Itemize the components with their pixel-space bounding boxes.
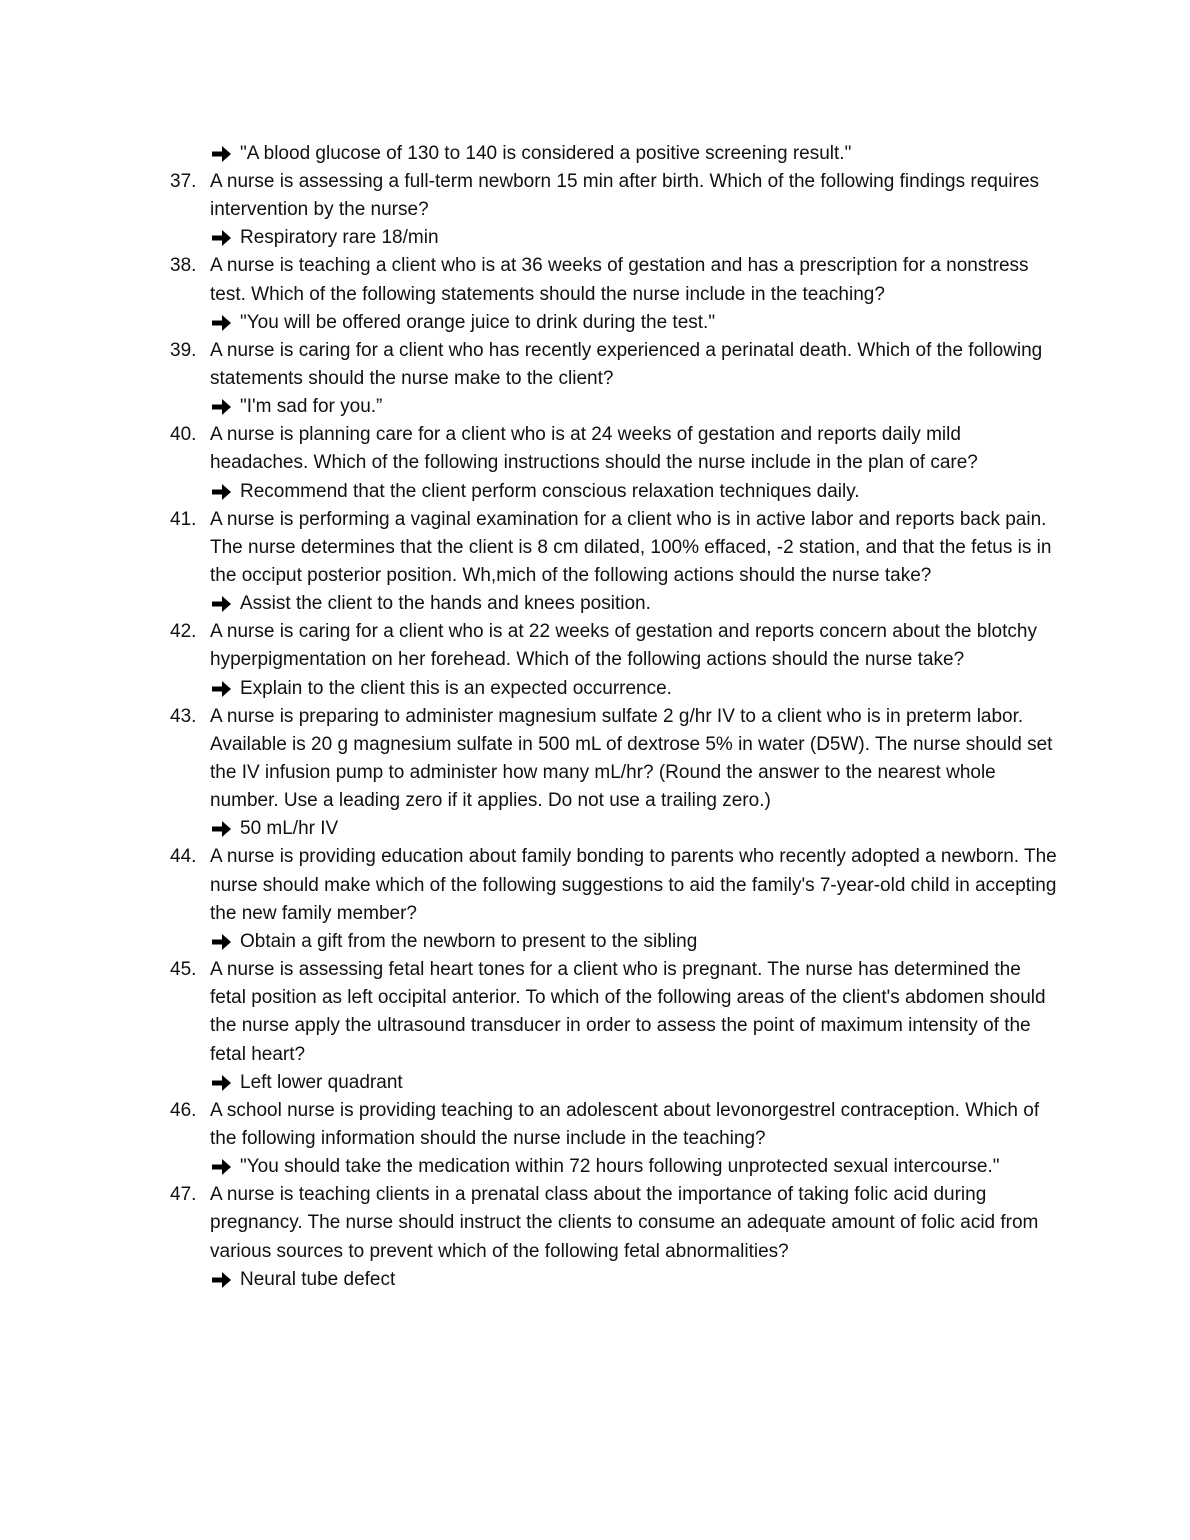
question-number: 37. [170,171,197,192]
right-arrow-icon [212,933,232,951]
question-row [0,168,1060,224]
question-item-41 [0,506,1060,619]
question-row [0,337,1060,393]
question-number: 40. [170,424,197,446]
right-arrow-icon [212,398,232,416]
right-arrow-icon [212,1271,232,1289]
question-text: A nurse is performing a vaginal examination for a client who is in active labor and reports back pain. The nurse determines that the client is 8 cm dilated, 100% effaced, -2 station, and that the fetus is in the occiput posterior position. Wh,mich of the following actions should the nurse take? [210,508,1052,587]
question-text: A nurse is providing education about family bonding to parents who recently adopted a newborn. The nurse should make which of the following suggestions to aid the family's 7-year-old child in accepting the new family member? [210,846,1057,924]
question-row [0,1181,1060,1266]
right-arrow-icon [212,680,232,698]
right-arrow-icon [212,145,232,163]
right-arrow-icon [212,595,232,613]
question-text: A nurse is preparing to administer magnesium sulfate 2 g/hr IV to a client who is in preterm labor. Available is 20 g magnesium sulfate in 500 mL of dextrose 5% in water (D5W). The nurse should set the IV infusion pump to administer how many mL/hr? (Round the answer to the nearest whole number. Use a leading zero if it applies. Do not use a trailing zero.) [210,705,1053,812]
answer-text: Assist the client to the hands and knees position. [240,593,651,615]
question-row [0,252,1060,308]
question-row [0,703,1060,816]
question-text: A nurse is assessing fetal heart tones for a client who is pregnant. The nurse has determined the fetal position as left occipital anterior. To which of the following areas of the client's abdomen should the nurse apply the ultrasound transducer in order to assess the point of maximum intensity of the fetal heart? [210,959,1046,1065]
question-text: A nurse is caring for a client who has recently experienced a perinatal death. Which of the following statements should the nurse make to the client? [210,339,1043,390]
answer-text: Recommend that the client perform conscious relaxation techniques daily. [240,480,860,502]
question-number: 38. [170,255,197,277]
question-row [0,1097,1060,1153]
answer-text: Left lower quadrant [240,1071,403,1093]
answer-line [212,928,1060,956]
question-item-46 [0,1097,1060,1181]
answer-line [212,393,1060,421]
question-item-39 [0,337,1060,421]
right-arrow-icon [212,314,232,332]
question-number: 45. [170,959,197,981]
right-arrow-icon [212,1158,232,1176]
question-row [0,618,1060,674]
question-number: 46. [170,1099,197,1121]
answer-line [212,675,1060,703]
question-number: 43. [170,705,197,727]
question-text: A nurse is assessing a full-term newborn 15 min after birth. Which of the following findings requires intervention by the nurse? [210,171,1040,221]
question-item-37 [0,168,1060,252]
question-item-43 [0,703,1060,844]
question-text: A nurse is teaching clients in a prenatal class about the importance of taking folic acid during pregnancy. The nurse should instruct the clients to consume an adequate amount of folic acid from various sources to prevent which of the following fetal abnormalities? [210,1184,1039,1262]
answer-line [212,309,1060,337]
question-item-44 [0,843,1060,956]
question-number: 41. [170,508,197,530]
question-item-42 [0,618,1060,702]
answer-text: Neural tube defect [240,1268,396,1290]
answer-text: "You will be offered orange juice to drink during the test." [240,311,716,333]
answer-text: Obtain a gift from the newborn to present to the sibling [240,931,698,953]
answer-line [212,224,1060,252]
answer-text: Explain to the client this is an expected occurrence. [240,677,672,699]
right-arrow-icon [212,1074,232,1092]
question-item-38 [0,252,1060,336]
answer-text: 50 mL/hr IV [240,818,339,840]
answer-line [212,1153,1060,1181]
question-text: A nurse is planning care for a client who is at 24 weeks of gestation and reports daily mild headaches. Which of the following instructions should the nurse include in the plan of care? [210,424,978,474]
question-row [0,843,1060,928]
answer-text: "You should take the medication within 72 hours following unprotected sexual intercourse." [240,1156,1000,1178]
answer-line [212,590,1060,618]
right-arrow-icon [212,229,232,247]
question-item-40 [0,421,1060,505]
right-arrow-icon [212,483,232,501]
answer-line [212,815,1060,843]
right-arrow-icon [212,820,232,838]
question-text: A nurse is caring for a client who is at 22 weeks of gestation and reports concern about the blotchy hyperpigmentation on her forehead. Which of the following actions should the nurse take? [210,621,1037,671]
answer-text: "I'm sad for you.” [240,396,383,418]
question-item-45 [0,956,1060,1097]
question-number: 44. [170,846,197,868]
answer-line [212,1266,1060,1294]
question-number: 42. [170,621,197,643]
question-text: A nurse is teaching a client who is at 36 weeks of gestation and has a prescription for a nonstress test. Which of the following statements should the nurse include in the teaching? [210,255,1029,305]
answer-line [212,1069,1060,1097]
question-row [0,506,1060,591]
question-row [0,956,1060,1069]
question-number: 39. [170,339,197,361]
answer-text: "A blood glucose of 130 to 140 is considered a positive screening result." [240,143,852,164]
answer-line [212,478,1060,506]
question-number: 47. [170,1184,197,1206]
question-item-47 [0,1181,1060,1294]
answer-text: Respiratory rare 18/min [240,227,439,249]
answer-line-carryover [212,140,1060,168]
question-row [0,421,1060,477]
question-text: A school nurse is providing teaching to an adolescent about levonorgestrel contraception. Which of the following information should the nurse include in the teaching? [210,1099,1040,1150]
